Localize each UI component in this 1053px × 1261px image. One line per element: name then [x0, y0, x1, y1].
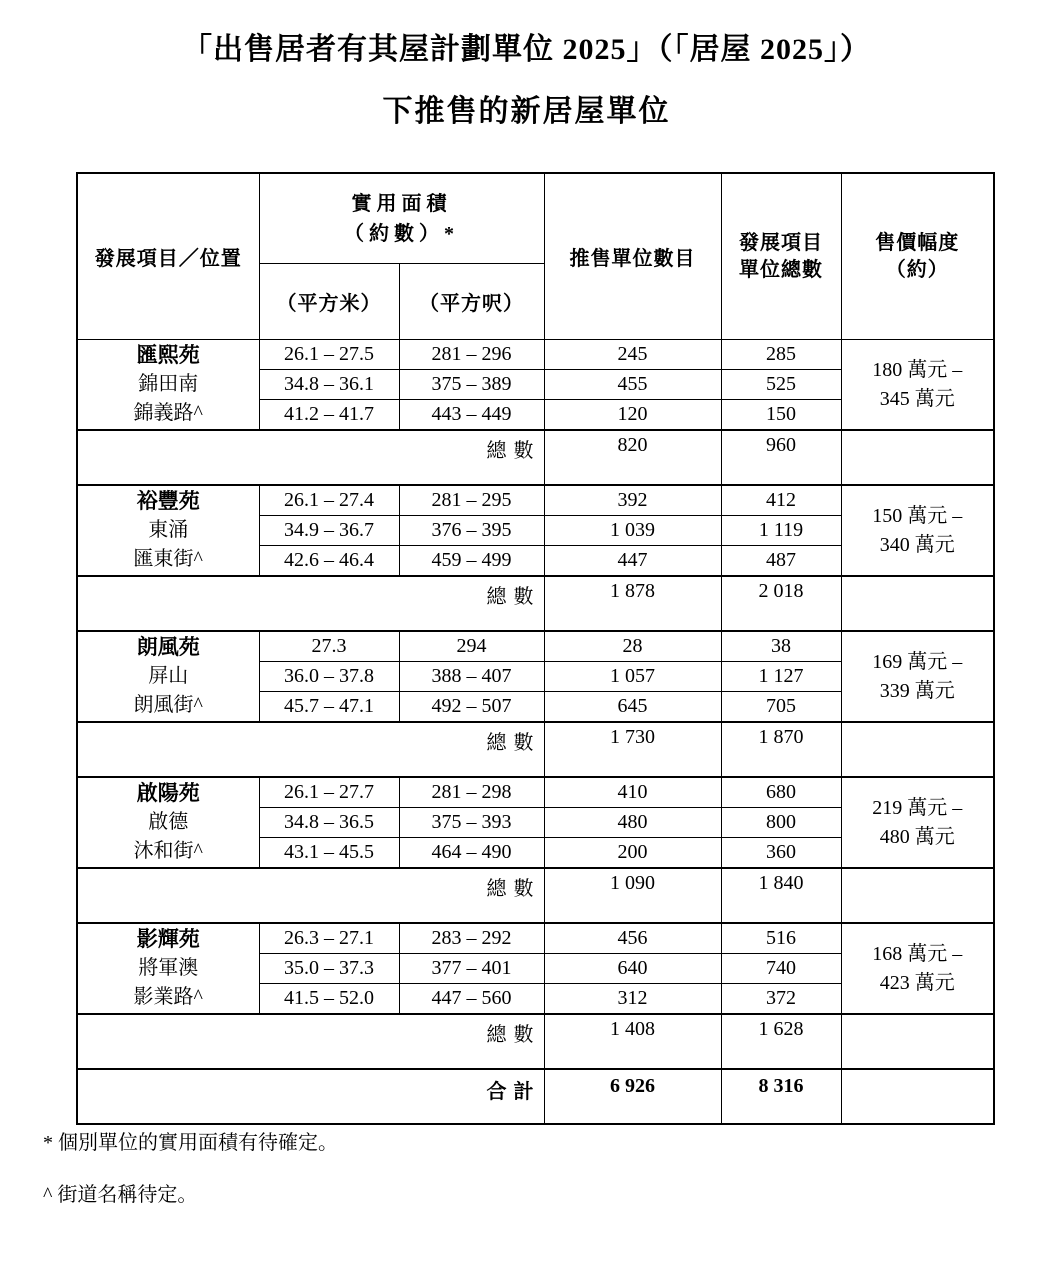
area-sqft: 375 – 393: [399, 808, 544, 838]
area-sqm: 35.0 – 37.3: [259, 954, 399, 984]
empty-cell: [841, 1014, 994, 1069]
subtotal-units-for-sale: 1 730: [544, 722, 721, 777]
price-line-2: 345 萬元: [879, 387, 955, 410]
area-sqm: 34.9 – 36.7: [259, 516, 399, 546]
header-total-units-line2: 單位總數: [739, 258, 823, 281]
document-title: 「出售居者有其屋計劃單位 2025」（「居屋 2025」）: [182, 33, 871, 66]
grand-total-label: 合 計: [77, 1069, 544, 1124]
area-sqm: 26.1 – 27.7: [259, 777, 399, 808]
header-saleable-area: [259, 173, 544, 264]
area-sqm: 27.3: [259, 631, 399, 662]
estate-district: 屏山: [148, 665, 189, 687]
area-sqm: 42.6 – 46.4: [259, 546, 399, 577]
header-saleable-area-line1: 實用面積: [351, 192, 452, 215]
header-total-units: [721, 173, 841, 340]
price-line-1: 219 萬元 –: [872, 796, 963, 819]
header-sqft: （平方呎）: [399, 264, 544, 340]
estate-district: 東涌: [148, 519, 189, 541]
area-sqft: 281 – 298: [399, 777, 544, 808]
subtotal-units-total: 960: [721, 430, 841, 485]
units-total: 740: [721, 954, 841, 984]
price-line-2: 339 萬元: [879, 679, 955, 702]
header-total-units-line1: 發展項目: [739, 231, 823, 254]
units-for-sale: 28: [544, 631, 721, 662]
units-total: 360: [721, 838, 841, 869]
empty-cell: [841, 1069, 994, 1124]
units-for-sale: 480: [544, 808, 721, 838]
area-sqm: 26.1 – 27.4: [259, 485, 399, 516]
price-line-2: 423 萬元: [879, 971, 955, 994]
subtotal-units-for-sale: 820: [544, 430, 721, 485]
housing-units-table: [76, 172, 995, 1125]
units-total: 412: [721, 485, 841, 516]
area-sqft: 447 – 560: [399, 984, 544, 1015]
price-range-cell: [841, 777, 994, 868]
area-sqft: 281 – 295: [399, 485, 544, 516]
estate-name: 裕豐苑: [136, 489, 200, 513]
subtotal-label: 總 數: [77, 576, 544, 631]
price-range-cell: [841, 340, 994, 431]
units-total: 1 119: [721, 516, 841, 546]
units-for-sale: 312: [544, 984, 721, 1015]
area-sqm: 26.3 – 27.1: [259, 923, 399, 954]
area-sqm: 34.8 – 36.1: [259, 370, 399, 400]
subtotal-units-total: 1 628: [721, 1014, 841, 1069]
subtotal-units-total: 1 870: [721, 722, 841, 777]
estate-name-cell: [77, 631, 259, 722]
grand-total-units-for-sale: 6 926: [544, 1069, 721, 1124]
area-sqm: 41.2 – 41.7: [259, 400, 399, 431]
estate-district: 錦田南: [138, 373, 199, 395]
units-total: 285: [721, 340, 841, 370]
empty-cell: [841, 722, 994, 777]
estate-name-cell: [77, 777, 259, 868]
estate-district: 啟德: [148, 811, 189, 833]
area-sqft: 492 – 507: [399, 692, 544, 723]
subtotal-units-for-sale: 1 090: [544, 868, 721, 923]
estate-district: 將軍澳: [138, 957, 199, 979]
units-for-sale: 410: [544, 777, 721, 808]
table-header: [77, 173, 994, 340]
header-price-range: [841, 173, 994, 340]
estate-block-wui-hei: [77, 340, 994, 486]
units-total: 372: [721, 984, 841, 1015]
estate-name: 匯熙苑: [136, 343, 200, 367]
estate-name-cell: [77, 340, 259, 431]
estate-street: 沐和街^: [133, 840, 203, 862]
empty-cell: [841, 430, 994, 485]
units-for-sale: 640: [544, 954, 721, 984]
subtotal-label: 總 數: [77, 722, 544, 777]
units-total: 525: [721, 370, 841, 400]
units-for-sale: 1 057: [544, 662, 721, 692]
estate-block-yu-fung: [77, 485, 994, 631]
area-sqft: 388 – 407: [399, 662, 544, 692]
subtotal-label: 總 數: [77, 1014, 544, 1069]
header-saleable-area-line2: （約數）*: [344, 222, 459, 245]
units-total: 516: [721, 923, 841, 954]
grand-total-units-total: 8 316: [721, 1069, 841, 1124]
area-sqm: 41.5 – 52.0: [259, 984, 399, 1015]
area-sqft: 281 – 296: [399, 340, 544, 370]
units-total: 487: [721, 546, 841, 577]
subtotal-units-total: 1 840: [721, 868, 841, 923]
units-total: 150: [721, 400, 841, 431]
area-sqft: 376 – 395: [399, 516, 544, 546]
units-for-sale: 456: [544, 923, 721, 954]
area-sqm: 43.1 – 45.5: [259, 838, 399, 869]
header-project-location: 發展項目／位置: [77, 173, 259, 340]
footnote-area-pending: * 個別單位的實用面積有待確定。: [43, 1132, 338, 1154]
price-line-1: 150 萬元 –: [872, 504, 963, 527]
estate-block-long-fung: [77, 631, 994, 777]
estate-name: 影輝苑: [136, 927, 200, 951]
area-sqft: 443 – 449: [399, 400, 544, 431]
units-for-sale: 200: [544, 838, 721, 869]
document-subtitle: 下推售的新居屋單位: [382, 95, 671, 128]
units-for-sale: 1 039: [544, 516, 721, 546]
estate-name-cell: [77, 485, 259, 576]
footnote-street-pending: ^ 街道名稱待定。: [43, 1184, 198, 1206]
grand-total-section: [77, 1069, 994, 1124]
header-price-range-line2: （約）: [885, 258, 949, 281]
estate-name: 啟陽苑: [136, 781, 200, 805]
estate-block-ying-fai: [77, 923, 994, 1069]
price-line-1: 169 萬元 –: [872, 650, 963, 673]
area-sqm: 34.8 – 36.5: [259, 808, 399, 838]
estate-street: 影業路^: [133, 986, 203, 1008]
header-units-for-sale: 推售單位數目: [544, 173, 721, 340]
area-sqft: 283 – 292: [399, 923, 544, 954]
area-sqft: 377 – 401: [399, 954, 544, 984]
units-total: 705: [721, 692, 841, 723]
estate-street: 朗風街^: [133, 694, 203, 716]
empty-cell: [841, 576, 994, 631]
units-for-sale: 447: [544, 546, 721, 577]
price-line-2: 340 萬元: [879, 533, 955, 556]
price-range-cell: [841, 923, 994, 1014]
area-sqft: 375 – 389: [399, 370, 544, 400]
subtotal-label: 總 數: [77, 430, 544, 485]
estate-street: 錦義路^: [133, 402, 203, 424]
area-sqm: 45.7 – 47.1: [259, 692, 399, 723]
price-line-1: 168 萬元 –: [872, 942, 963, 965]
subtotal-units-for-sale: 1 878: [544, 576, 721, 631]
area-sqft: 459 – 499: [399, 546, 544, 577]
estate-block-kai-yeung: [77, 777, 994, 923]
units-for-sale: 392: [544, 485, 721, 516]
price-line-1: 180 萬元 –: [872, 358, 963, 381]
empty-cell: [841, 868, 994, 923]
subtotal-units-total: 2 018: [721, 576, 841, 631]
estate-street: 匯東街^: [133, 548, 203, 570]
price-range-cell: [841, 485, 994, 576]
units-total: 680: [721, 777, 841, 808]
area-sqm: 36.0 – 37.8: [259, 662, 399, 692]
estate-name-cell: [77, 923, 259, 1014]
estate-name: 朗風苑: [136, 635, 200, 659]
subtotal-units-for-sale: 1 408: [544, 1014, 721, 1069]
area-sqft: 294: [399, 631, 544, 662]
units-total: 1 127: [721, 662, 841, 692]
units-total: 800: [721, 808, 841, 838]
units-for-sale: 645: [544, 692, 721, 723]
price-line-2: 480 萬元: [879, 825, 955, 848]
price-range-cell: [841, 631, 994, 722]
units-for-sale: 455: [544, 370, 721, 400]
units-for-sale: 120: [544, 400, 721, 431]
units-total: 38: [721, 631, 841, 662]
subtotal-label: 總 數: [77, 868, 544, 923]
area-sqft: 464 – 490: [399, 838, 544, 869]
header-sqm: （平方米）: [259, 264, 399, 340]
area-sqm: 26.1 – 27.5: [259, 340, 399, 370]
units-for-sale: 245: [544, 340, 721, 370]
header-price-range-line1: 售價幅度: [875, 231, 960, 254]
